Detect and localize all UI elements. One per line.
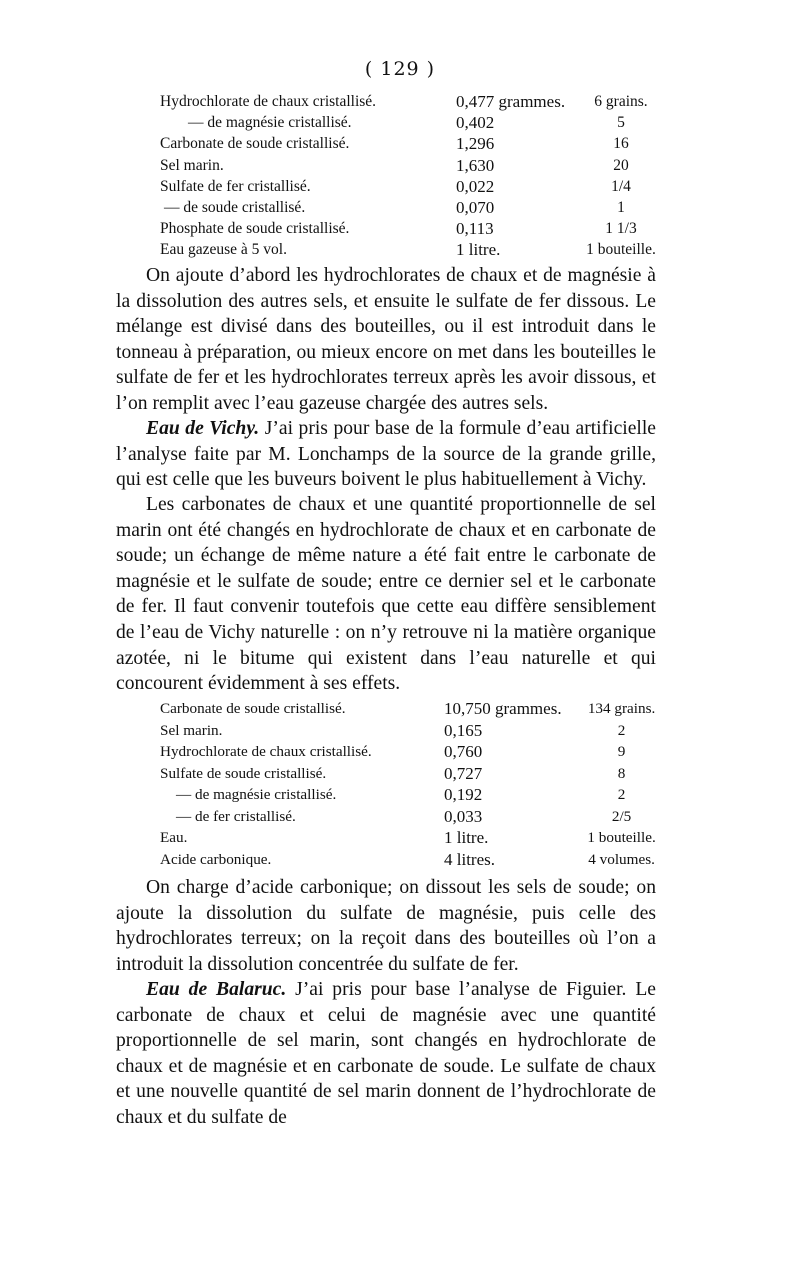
ingredient-amount: 1 litre. xyxy=(456,240,501,260)
ingredient-name: Carbonate de soude cristallisé. xyxy=(160,700,346,717)
table-row xyxy=(160,176,676,197)
ingredient-grains: 134 grains. xyxy=(587,700,656,717)
ingredient-name: Sulfate de fer cristallisé. xyxy=(160,177,311,195)
table-row xyxy=(160,155,676,176)
ingredient-amount: 1,630 xyxy=(456,155,495,175)
paragraph-eau-de-balaruc xyxy=(116,977,656,1131)
ingredient-name: — de fer cristallisé. xyxy=(176,807,296,825)
table-row xyxy=(160,806,682,828)
paragraph-mixing-instructions: On ajoute d’abord les hydrochlorates de chaux et de magnésie à la dissolution des autres sels, et ensuite le sulfate de fer dissous. Le mélange est divisé dans des bouteilles, ou il est introduit dans le tonneau à préparation, ou mieux encore on met dans les bouteilles le sulfate de fer et les hydrochlorates terreux après les avoir dissous, et l’on remplit avec l’eau gazeuse chargée des autres sels. xyxy=(116,265,656,414)
table-row xyxy=(160,218,676,239)
ingredient-name: Sel marin. xyxy=(160,721,223,739)
ingredient-amount: 4 litres. xyxy=(444,849,495,869)
ingredient-name: Acide carbonique. xyxy=(160,850,272,868)
ingredient-grains: 1/4 xyxy=(611,177,631,195)
ingredient-grains: 1 bouteille. xyxy=(586,241,656,259)
paragraph-text: J’ai pris pour base de la formule d’eau artificielle l’analyse faite par M. Lonchamps de la source de la grande grille, qui est celle que les buveurs boivent le plus habituellement à Vichy. xyxy=(116,418,656,491)
ingredient-name: Carbonate de soude cristallisé. xyxy=(160,135,350,153)
ingredient-name: — de magnésie cristallisé. xyxy=(176,786,337,803)
ingredient-name: Eau gazeuse à 5 vol. xyxy=(160,241,287,259)
ingredient-name: Sel marin. xyxy=(160,156,224,174)
table-row xyxy=(160,112,676,133)
ingredient-grains: 2 xyxy=(617,721,626,739)
table-row xyxy=(160,784,682,806)
ingredient-name: Sulfate de soude cristallisé. xyxy=(160,764,327,782)
ingredient-amount: 0,113 xyxy=(456,219,494,239)
ingredient-name: Phosphate de soude cristallisé. xyxy=(160,220,350,238)
ingredient-grains: 1 bouteille. xyxy=(587,829,656,846)
table-row xyxy=(160,741,682,763)
ingredient-grains: 1 xyxy=(617,199,625,217)
ingredient-grains: 9 xyxy=(617,743,626,760)
table-row xyxy=(160,827,682,849)
paragraph-carbonation-instructions: On charge d’acide carbonique; on dissout les sels de soude; on ajoute la dissolution du sulfate de magnésie, puis celle des hydrochlorates terreux; on la reçoit dans des bouteilles où l’on a introduit la dissolution concentrée du sulfate de fer. xyxy=(116,877,656,975)
ingredient-grains: 8 xyxy=(617,764,626,782)
ingredient-grains: 1 1/3 xyxy=(605,220,637,238)
ingredient-name: — de soude cristallisé. xyxy=(164,199,306,217)
recipe-table-2 xyxy=(160,698,682,870)
ingredient-amount: 0,192 xyxy=(444,785,483,804)
ingredient-grains: 6 grains. xyxy=(594,93,648,110)
ingredient-amount: 1,296 xyxy=(456,134,495,154)
table-row xyxy=(160,133,676,154)
ingredient-grains: 4 volumes. xyxy=(588,850,655,868)
recipe-table-1 xyxy=(160,91,676,261)
paragraph-text: J’ai pris pour base l’analyse de Figuier. Le carbonate de chaux et celui de magnésie avec une quantité proportionnelle de sel marin, sont changés en hydrochlorate de chaux et de magnésie et en carbonate de soude. Le sulfate de chaux et une nouvelle quantité de sel marin donnent de l’hydrochlorate de chaux et du sulfate de xyxy=(116,979,656,1128)
ingredient-amount: 0,402 xyxy=(456,113,495,133)
table-row xyxy=(160,849,682,871)
page-number: ( 129 ) xyxy=(364,58,436,80)
ingredient-name: Eau. xyxy=(160,829,188,846)
ingredient-grains: 16 xyxy=(613,135,629,153)
ingredient-name: — de magnésie cristallisé. xyxy=(188,114,352,132)
paragraph-vichy-notes: Les carbonates de chaux et une quantité proportionnelle de sel marin ont été changés en hydrochlorate de chaux et en carbonate de soude; un échange de même nature a été fait entre le carbonate de magnésie et le sulfate de soude; entre ce dernier sel et le carbonate de fer. Il faut convenir toutefois que cette eau diffère sensiblement de l’eau de Vichy naturelle : on n’y retrouve ni la matière organique azotée, ni le bitume qui existent dans l’eau naturelle et qui concourent évidemment à ses effets. xyxy=(116,494,656,695)
ingredient-amount: 0,022 xyxy=(456,176,495,196)
ingredient-amount: 0,727 xyxy=(444,763,483,783)
paragraph-eau-de-vichy xyxy=(116,416,656,493)
ingredient-amount: 0,477 grammes. xyxy=(456,92,566,111)
section-title-eau-de-vichy: Eau de Vichy. xyxy=(146,418,260,439)
ingredient-grains: 2/5 xyxy=(611,807,632,825)
ingredient-amount: 10,750 grammes. xyxy=(444,699,562,718)
table-row xyxy=(160,239,676,260)
ingredient-amount: 0,165 xyxy=(444,720,483,740)
ingredient-grains: 5 xyxy=(617,114,625,132)
ingredient-name: Hydrochlorate de chaux cristallisé. xyxy=(160,93,377,110)
table-row xyxy=(160,91,676,112)
ingredient-amount: 0,070 xyxy=(456,198,495,218)
table-row xyxy=(160,698,682,720)
ingredient-grains: 20 xyxy=(613,156,629,174)
ingredient-amount: 0,033 xyxy=(444,806,483,826)
ingredient-grains: 2 xyxy=(617,786,626,803)
ingredient-amount: 0,760 xyxy=(444,742,483,761)
table-row xyxy=(160,763,682,785)
section-title-eau-de-balaruc: Eau de Balaruc. xyxy=(146,979,287,1000)
table-row xyxy=(160,197,676,218)
ingredient-amount: 1 litre. xyxy=(444,828,489,847)
ingredient-name: Hydrochlorate de chaux cristallisé. xyxy=(160,743,372,760)
table-row xyxy=(160,720,682,742)
